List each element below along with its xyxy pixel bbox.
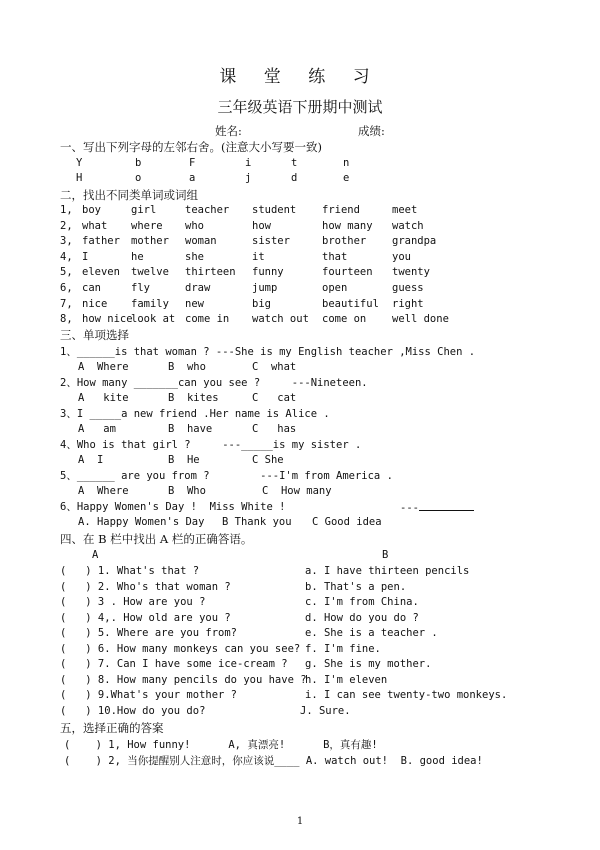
- word-option: you: [392, 250, 411, 263]
- option: C She: [252, 454, 284, 466]
- name-label: 姓名:: [215, 124, 242, 138]
- test-subtitle: 三年级英语下册期中测试: [217, 98, 383, 116]
- word-option: open: [322, 282, 348, 294]
- options-6: [0, 516, 600, 530]
- word-option: boy: [82, 204, 101, 216]
- word-option: thirteen: [185, 266, 236, 279]
- option: C has: [252, 423, 297, 435]
- row-number: 7,: [60, 297, 73, 310]
- word-option: right: [392, 297, 424, 310]
- row-number: 3,: [60, 235, 73, 248]
- option: A kite: [78, 392, 129, 404]
- word-option: how many: [322, 219, 373, 232]
- letter: b: [135, 157, 142, 169]
- word-option: woman: [185, 235, 217, 248]
- section-4-heading: 四、在 B 栏中找出 A 栏的正确答语。: [60, 532, 253, 546]
- matching-row: [0, 689, 600, 703]
- option: B have: [168, 423, 213, 435]
- word-group-row: [0, 251, 600, 265]
- word-option: come in: [185, 313, 230, 326]
- option: B Thank you: [222, 516, 292, 528]
- row-number: 1,: [60, 204, 73, 216]
- options-2: [0, 392, 600, 406]
- row-number: 4,: [60, 250, 73, 263]
- answer-b: a. I have thirteen pencils: [305, 565, 470, 577]
- letter-row-1: [0, 157, 600, 171]
- option: B He: [168, 454, 200, 466]
- question-a: ( ) 8. How many pencils do you have ?: [60, 673, 307, 686]
- page-title: 课 堂 练 习: [219, 67, 381, 87]
- question-a: ( ) 3 . How are you ?: [60, 596, 206, 608]
- row-number: 8,: [60, 313, 73, 326]
- answer-b: g. She is my mother.: [305, 658, 432, 670]
- question-4: 4、Who is that girl ? ---_____is my sister .: [60, 439, 362, 451]
- word-group-row: [0, 204, 600, 218]
- answer-b: i. I can see twenty-two monkeys.: [305, 689, 508, 701]
- option: B kites: [168, 392, 219, 404]
- word-option: how: [252, 219, 271, 232]
- word-option: it: [252, 250, 265, 263]
- answer-b: J. Sure.: [300, 704, 351, 717]
- question-3: 3、I _____a new friend .Her name is Alice .: [60, 408, 330, 420]
- word-option: meet: [392, 204, 418, 216]
- word-option: jump: [252, 282, 278, 294]
- letter: n: [343, 157, 350, 169]
- word-option: that: [322, 250, 348, 263]
- word-option: draw: [185, 282, 211, 294]
- answer-b: h. I'm eleven: [305, 673, 388, 686]
- option: B Who: [168, 485, 206, 497]
- question-1: 1、______is that woman ? ---She is my English teacher ,Miss Chen .: [60, 346, 476, 358]
- row-number: 5,: [60, 266, 73, 279]
- word-option: brother: [322, 235, 367, 248]
- option: C what: [252, 361, 297, 373]
- row-number: 6,: [60, 282, 73, 294]
- word-option: I: [82, 250, 89, 263]
- option: A. Happy Women's Day: [78, 516, 205, 528]
- word-group-row: [0, 298, 600, 312]
- section-5-heading: 五，选择正确的答案: [60, 721, 164, 735]
- word-group-row: [0, 235, 600, 249]
- matching-row: [0, 565, 600, 579]
- question-a: ( ) 5. Where are you from?: [60, 627, 238, 639]
- section-1-heading: 一、写出下列字母的左邻右舍。(注意大小写要一致): [60, 140, 322, 154]
- word-option: student: [252, 204, 297, 216]
- letter: i: [245, 157, 252, 169]
- word-option: nice: [82, 297, 108, 310]
- letter: o: [135, 172, 142, 184]
- word-option: she: [185, 250, 204, 263]
- option: A Where: [78, 485, 129, 497]
- letter: j: [245, 172, 252, 184]
- word-option: guess: [392, 282, 424, 294]
- word-option: sister: [252, 235, 290, 248]
- matching-row: [0, 581, 600, 595]
- option: C Good idea: [312, 516, 382, 528]
- matching-row: [0, 658, 600, 672]
- answer-b: f. I'm fine.: [305, 642, 381, 655]
- option: A I: [78, 454, 104, 466]
- word-group-row: [0, 282, 600, 296]
- section-3-heading: 三、单项选择: [60, 328, 129, 342]
- word-group-row: [0, 266, 600, 280]
- score-label: 成绩:: [358, 124, 385, 138]
- word-option: new: [185, 297, 204, 310]
- options-4: [0, 454, 600, 468]
- letter: Y: [76, 157, 83, 169]
- row-number: 2,: [60, 219, 73, 232]
- letter: a: [189, 172, 196, 184]
- word-option: how nice: [82, 313, 133, 326]
- letter: t: [291, 157, 298, 169]
- word-option: big: [252, 297, 271, 310]
- word-option: can: [82, 282, 101, 294]
- question-a: ( ) 7. Can I have some ice-cream ?: [60, 658, 288, 670]
- word-option: where: [131, 219, 163, 232]
- word-option: grandpa: [392, 235, 437, 248]
- word-option: father: [82, 235, 120, 248]
- question-2: 2、How many _______can you see ? ---Nineteen.: [60, 377, 368, 389]
- letter: F: [189, 157, 196, 169]
- letter-row-2: [0, 172, 600, 186]
- column-a-header: A: [92, 549, 99, 561]
- matching-column-headers: [0, 549, 600, 563]
- word-option: look at: [131, 313, 176, 326]
- section-2-heading: 二，找出不同类单词或词组: [60, 188, 198, 202]
- word-option: who: [185, 219, 204, 232]
- word-option: beautiful: [322, 297, 379, 310]
- word-option: funny: [252, 266, 284, 279]
- word-option: fly: [131, 282, 150, 294]
- question-a: ( ) 9.What's your mother ?: [60, 689, 238, 701]
- matching-row: [0, 627, 600, 641]
- word-option: he: [131, 250, 144, 263]
- question-a: ( ) 4,. How old are you ?: [60, 611, 231, 624]
- word-group-row: [0, 313, 600, 327]
- question-a: ( ) 6. How many monkeys can you see?: [60, 642, 301, 655]
- letter: d: [291, 172, 298, 184]
- options-5: [0, 485, 600, 499]
- word-option: fourteen: [322, 266, 373, 279]
- matching-row: [0, 612, 600, 626]
- options-1: [0, 361, 600, 375]
- page-number: 1: [296, 816, 304, 827]
- question-a: ( ) 1. What's that ?: [60, 565, 200, 577]
- choice-question-2: ( ) 2, 当你提醒别人注意时，你应该说____ A. watch out! B. good idea!: [64, 755, 483, 767]
- option: A Where: [78, 361, 129, 373]
- matching-row: [0, 643, 600, 657]
- option: C How many: [262, 485, 332, 497]
- word-option: well done: [392, 313, 449, 326]
- word-group-row: [0, 220, 600, 234]
- letter: H: [76, 172, 83, 184]
- option: C cat: [252, 392, 297, 404]
- question-6: 6、Happy Women's Day ! Miss White !: [60, 501, 286, 513]
- answer-b: d. How do you do ?: [305, 611, 419, 624]
- word-option: teacher: [185, 204, 230, 216]
- choice-question-1: ( ) 1, How funny! A, 真漂亮! B，真有趣!: [64, 739, 378, 751]
- option: B who: [168, 361, 206, 373]
- word-option: twelve: [131, 266, 169, 279]
- matching-row: [0, 674, 600, 688]
- word-option: mother: [131, 235, 169, 248]
- question-5: 5、______ are you from ? ---I'm from America .: [60, 470, 393, 482]
- word-option: watch out: [252, 313, 309, 326]
- matching-row: [0, 596, 600, 610]
- word-option: girl: [131, 204, 157, 216]
- question-6-reply: [400, 500, 474, 515]
- question-a: ( ) 10.How do you do?: [60, 704, 206, 717]
- word-option: friend: [322, 204, 360, 216]
- word-option: family: [131, 297, 169, 310]
- options-3: [0, 423, 600, 437]
- word-option: what: [82, 219, 108, 232]
- matching-row: [0, 705, 600, 719]
- reply-dash: ---: [400, 502, 419, 514]
- question-a: ( ) 2. Who's that woman ?: [60, 580, 231, 593]
- answer-blank: [419, 500, 474, 511]
- word-option: watch: [392, 219, 424, 232]
- word-option: eleven: [82, 266, 120, 279]
- letter: e: [343, 172, 350, 184]
- word-option: twenty: [392, 266, 430, 279]
- word-option: come on: [322, 313, 367, 326]
- option: A am: [78, 423, 116, 435]
- column-b-header: B: [382, 549, 389, 561]
- answer-b: e. She is a teacher .: [305, 627, 438, 639]
- answer-b: c. I'm from China.: [305, 596, 419, 608]
- answer-b: b. That's a pen.: [305, 580, 407, 593]
